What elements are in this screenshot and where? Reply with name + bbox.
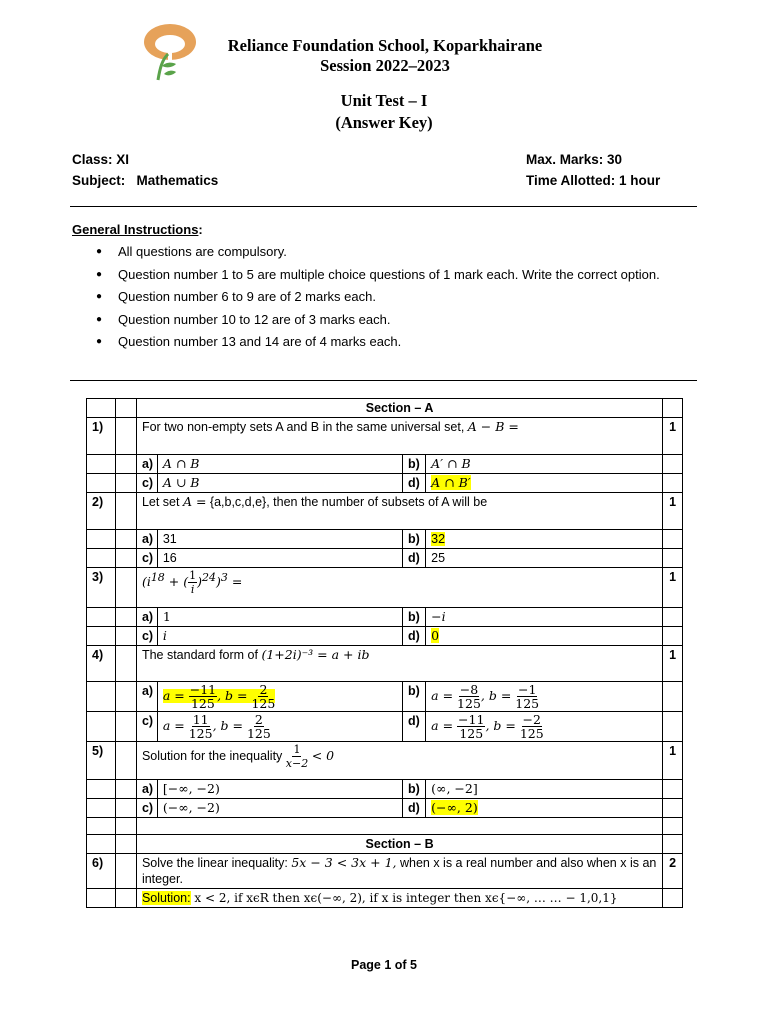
school-name: Reliance Foundation School, Koparkhairane: [227, 36, 543, 55]
question-text: ($i^{18}$ + ( $\frac{1}{i}$ )$^{24}$)$^3$ =: [136, 568, 662, 608]
option-b: A′ ∩ B: [426, 455, 663, 474]
option-b: (∞, −2]: [426, 780, 663, 799]
question-text: Let set A = {a,b,c,d,e}, then the number of subsets of A will be: [136, 493, 662, 530]
option-a: 31: [157, 530, 402, 549]
question-marks: 1: [663, 646, 683, 682]
session: Session 2022–2023: [320, 56, 450, 75]
question-row: [87, 418, 683, 455]
question-number: 4): [87, 646, 116, 682]
max-marks: Max. Marks: 30: [526, 152, 623, 167]
question-row: [87, 742, 683, 780]
subject-value: Mathematics: [136, 173, 219, 188]
option-c: i: [157, 627, 402, 646]
instruction-item: ● Question number 1 to 5 are multiple choice questions of 1 mark each. Write the correct option.: [96, 266, 676, 284]
option-a-correct: a = $\frac{-11}{125}$ , b = $\frac{2}{125}$: [157, 682, 402, 712]
solution-label: Solution:: [141, 891, 191, 905]
question-row: [87, 646, 683, 682]
subject-label: Subject:: [72, 173, 126, 188]
instruction-item: ● Question number 13 and 14 are of 4 marks each.: [96, 333, 676, 351]
divider-instructions: [70, 380, 697, 381]
class-info: Class: XI: [72, 152, 130, 167]
question-row: [87, 493, 683, 530]
question-table: [86, 398, 683, 908]
question-number: 3): [87, 568, 116, 608]
option-d: 25: [426, 549, 663, 568]
option-row: c) i d) 0: [87, 627, 683, 646]
section-a-row: [87, 399, 683, 418]
solution-row: [87, 889, 683, 908]
option-row: a) A ∩ B b) A′ ∩ B: [87, 455, 683, 474]
option-c: (−∞, −2): [157, 799, 402, 818]
question-number: 2): [87, 493, 116, 530]
section-a-title: Section – A: [136, 399, 662, 418]
option-row: a) 1 b) −i: [87, 608, 683, 627]
spacer-row: [87, 818, 683, 835]
option-d-correct: (−∞, 2): [426, 799, 663, 818]
subject-info: [72, 170, 218, 191]
question-text: For two non-empty sets A and B in the same universal set, A − B =: [136, 418, 662, 455]
time-allotted: Time Allotted: 1 hour: [526, 173, 661, 188]
question-marks: 1: [663, 742, 683, 780]
question-row: [87, 854, 683, 889]
answer-key-subtitle: (Answer Key): [335, 113, 433, 132]
question-marks: 2: [663, 854, 683, 889]
option-d-correct: A ∩ B′: [426, 474, 663, 493]
option-b: −i: [426, 608, 663, 627]
instructions-heading: General Instructions:: [72, 222, 203, 237]
option-a: [−∞, −2): [157, 780, 402, 799]
option-d: a = $\frac{-11}{125}$ , b = $\frac{-2}{125}$: [426, 712, 663, 742]
section-b-title: Section – B: [136, 835, 662, 854]
test-name: Unit Test – I: [340, 91, 428, 110]
instruction-item: ● Question number 6 to 9 are of 2 marks each.: [96, 288, 676, 306]
instruction-item: ● Question number 10 to 12 are of 3 marks each.: [96, 311, 676, 329]
question-number: 1): [87, 418, 116, 455]
option-a: 1: [157, 608, 402, 627]
page-footer: Page 1 of 5: [351, 958, 417, 972]
option-row: a) [−∞, −2) b) (∞, −2]: [87, 780, 683, 799]
solution: Solution: x < 2, if xϵR then xϵ(−∞, 2), if x is integer then xϵ{−∞, … … − 1,0,1}: [136, 889, 662, 908]
school-logo: [140, 22, 202, 86]
option-row: c) a = $\frac{11}{125}$ , b = $\frac{2}{125}$ d) a = $\frac{-11}{125}$ , b = $\frac{-2}{125}$: [87, 712, 683, 742]
option-d-correct: 0: [426, 627, 663, 646]
option-row: c) (−∞, −2) d) (−∞, 2): [87, 799, 683, 818]
option-row: a) 31 b) 32: [87, 530, 683, 549]
question-number: 5): [87, 742, 116, 780]
divider-top: [70, 206, 697, 207]
option-row: c) A ∪ B d) A ∩ B′: [87, 474, 683, 493]
instruction-item: ● All questions are compulsory.: [96, 243, 676, 261]
question-row: [87, 568, 683, 608]
option-row: c) 16 d) 25: [87, 549, 683, 568]
section-b-row: [87, 835, 683, 854]
question-number: 6): [87, 854, 116, 889]
question-marks: 1: [663, 493, 683, 530]
instructions-list: [96, 243, 676, 356]
option-a: A ∩ B: [157, 455, 402, 474]
option-c: a = $\frac{11}{125}$ , b = $\frac{2}{125}$: [157, 712, 402, 742]
option-c: A ∪ B: [157, 474, 402, 493]
question-text: Solve the linear inequality: 5x − 3 < 3x + 1, when x is a real number and also when x is an integer.: [136, 854, 662, 889]
option-row: a) a = $\frac{-11}{125}$ , b = $\frac{2}{125}$ b) a = $\frac{-8}{125}$ , b = $\frac{-1}{125}$: [87, 682, 683, 712]
option-b: a = $\frac{-8}{125}$ , b = $\frac{-1}{125}$: [426, 682, 663, 712]
question-text: Solution for the inequality $\frac{1}{x-2}$ < 0: [136, 742, 662, 780]
question-marks: 1: [663, 568, 683, 608]
option-c: 16: [157, 549, 402, 568]
option-b-correct: 32: [426, 530, 663, 549]
question-marks: 1: [663, 418, 683, 455]
question-text: The standard form of (1+2i)⁻³ = a + ib: [136, 646, 662, 682]
school-header: [205, 36, 565, 76]
